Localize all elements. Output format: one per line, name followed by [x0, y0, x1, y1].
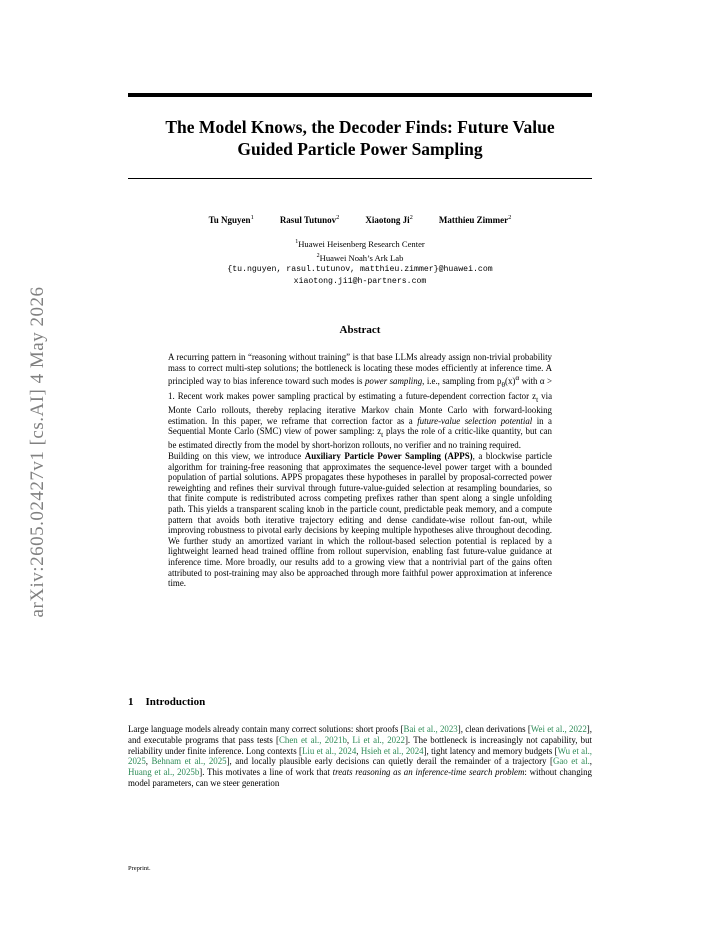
section-heading-introduction: 1 Introduction [128, 696, 206, 708]
abstract-paragraph-2: Building on this view, we introduce Auxiliary Particle Power Sampling (APPS), a blockwise particle algorithm for training-free reasoning that approximates the sequence-level power target with a bounded population of partial solutions. APPS propagates these hypotheses in parallel by proposal-corrected power reweighting and refines their survival through future-value-guided selection at resampling boundaries, so that finite compute is redistributed across competing prefixes rather than spent along a single unfolding path. This yields a transparent scaling knob in the particle count, predictable peak memory, and a compute pattern that avoids both iterative trajectory editing and dense candidate-wise rollout fan-out, while improving robustness to pivotal early decisions by keeping multiple hypotheses alive throughout decoding. We further study an amortized variant in which the rollout-based selection potential is replaced by a lightweight learned head trained offline from rollout supervision, enabling fast future-value guidance at inference time. More broadly, our results add to a growing view that a nontrivial part of the gains often attributed to post-training may also be approached through more faithful power approximation at inference time. [168, 451, 552, 589]
affiliations [128, 236, 592, 288]
citation-link[interactable]: Gao et al. [552, 756, 590, 767]
author-list [128, 212, 592, 226]
author: Rasul Tutunov$^2$ [279, 214, 340, 225]
introduction-paragraph: Large language models already contain many correct solutions: short proofs [Bai et al., 2023], clean derivations [Wei et al., 2022], and executable programs that pass tests [Chen et al., 2021b, Li et al., 2022]. The bottleneck is increasingly not capability, but reliability under finite inference. Long contexts [Liu et al., 2024, Hsieh et al., 2024], tight latency and memory budgets [Wu et al., 2025, Behnam et al., 2025], and locally plausible early decisions can quietly derail the remainder of a trajectory [Gao et al., Huang et al., 2025b]. This motivates a line of work that treats reasoning as an inference-time search problem: without changing model parameters, can we steer generation [128, 724, 593, 788]
abstract-heading: Abstract [339, 324, 381, 336]
citation-link[interactable]: Liu et al., 2024 [301, 745, 357, 756]
footer-note: Preprint. [128, 865, 151, 872]
arxiv-stamp: arXiv:2605.02427v1 [cs.AI] 4 May 2026 [27, 286, 48, 618]
email-line-2: xiaotong.ji1@h-partners.com [293, 276, 427, 286]
title-line-2: Guided Particle Power Sampling [237, 139, 483, 159]
citation-link[interactable]: Chen et al., 2021b [279, 734, 347, 745]
citation-link[interactable]: Wei et al., 2022 [530, 724, 587, 734]
author: Matthieu Zimmer$^2$ [438, 214, 512, 225]
citation-link[interactable]: Hsieh et al., 2024 [360, 745, 424, 756]
email-line-1: {tu.nguyen, rasul.tutunov, matthieu.zimmer}@huawei.com [227, 264, 493, 274]
citation-link[interactable]: Huang et al., 2025b [128, 767, 200, 778]
paper-title [128, 116, 592, 160]
title-rule-bottom [128, 178, 592, 179]
abstract-body [168, 352, 552, 589]
abstract-paragraph-1: A recurring pattern in “reasoning without training” is that base LLMs already assign non-trivial probability mass to correct multi-step solutions; the bottleneck is locating these modes efficiently at inference time. A principled way to bias inference toward such modes is power sampling, i.e., sampling from $p_\theta(x)^\alpha$ with α > 1. Recent work makes power sampling practical by estimating a future-dependent correction factor $z_t$ via Monte Carlo rollouts, thereby replacing iterative Markov chain Monte Carlo with forward-looking estimation. In this paper, we reframe that correction factor as a future-value selection potential in a Sequential Monte Carlo (SMC) view of power sampling: $z_t$ plays the role of a critic-like quantity, but can be estimated directly from the model by short-horizon rollouts, no verifier and no training required. [168, 352, 553, 451]
citation-link[interactable]: Li et al., 2022 [352, 734, 405, 745]
author: Tu Nguyen$^1$ [208, 214, 254, 225]
title-rule-top [128, 93, 592, 97]
citation-link[interactable]: Wu et al., 2025 [128, 745, 593, 767]
title-line-1: The Model Knows, the Decoder Finds: Future Value [165, 117, 555, 137]
author: Xiaotong Ji$^2$ [365, 214, 413, 225]
citation-link[interactable]: Behnam et al., 2025 [151, 756, 227, 767]
affiliation-2: $^2$Huawei Noah’s Ark Lab [316, 252, 404, 263]
affiliation-1: $^1$Huawei Heisenberg Research Center [295, 238, 425, 249]
citation-link[interactable]: Bai et al., 2023 [403, 724, 458, 734]
